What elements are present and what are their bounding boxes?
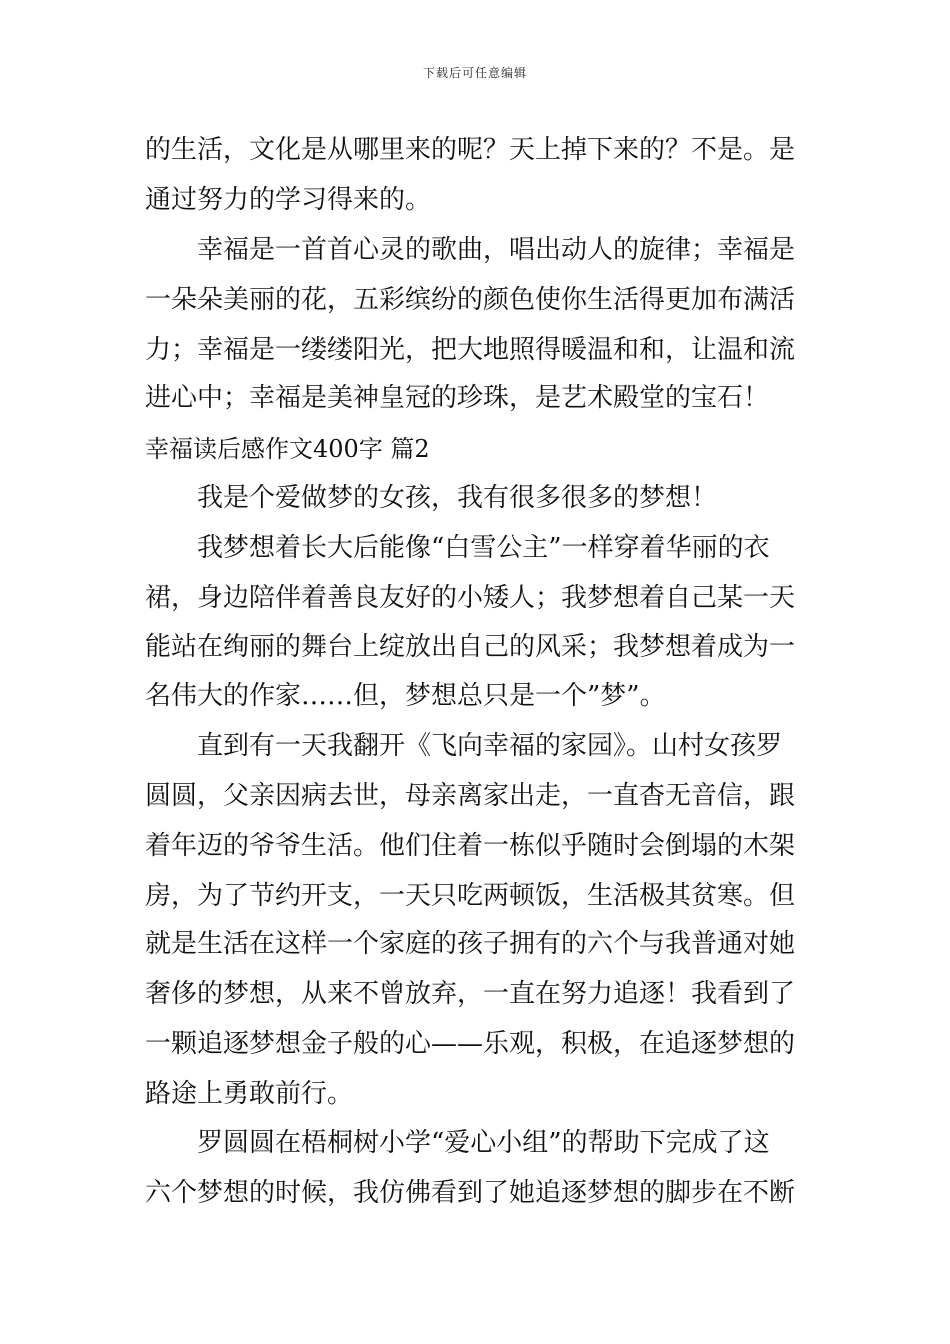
text-line: 路途上勇敢前行。: [145, 1079, 354, 1109]
text-line: 名伟大的作家……但，梦想总只是一个”梦”。: [145, 681, 666, 711]
text-line: 一颗追逐梦想金子般的心——乐观，积极，在追逐梦想的: [145, 1029, 796, 1059]
paragraph-first-line: 我梦想着长大后能像“白雪公主”一样穿着华丽的衣: [197, 533, 770, 563]
text-line: 裙，身边陪伴着善良友好的小矮人；我梦想着自己某一天: [145, 583, 796, 613]
text-line: 奢侈的梦想，从来不曾放弃，一直在努力追逐！我看到了: [145, 979, 796, 1009]
text-line: 六个梦想的时候，我仿佛看到了她追逐梦想的脚步在不断: [145, 1178, 796, 1208]
paragraph-first-line: 直到有一天我翻开《飞向幸福的家园》。山村女孩罗: [197, 731, 783, 761]
text-line: 进心中；幸福是美神皇冠的珍珠，是艺术殿堂的宝石！: [145, 383, 770, 413]
paragraph-first-line: 罗圆圆在梧桐树小学“爱心小组”的帮助下完成了这: [197, 1128, 770, 1158]
section-heading: 幸福读后感作文400字 篇2: [145, 435, 430, 463]
page-header: 下载后可任意编辑: [422, 66, 527, 80]
text-line: 房，为了节约开支，一天只吃两顿饭，生活极其贫寒。但: [145, 881, 796, 911]
paragraph-first-line: 幸福是一首首心灵的歌曲，唱出动人的旋律；幸福是: [197, 235, 796, 265]
text-line: 就是生活在这样一个家庭的孩子拥有的六个与我普通对她: [145, 929, 796, 959]
text-line: 着年迈的爷爷生活。他们住着一栋似乎随时会倒塌的木架: [145, 831, 796, 861]
text-line: 的生活，文化是从哪里来的呢？天上掉下来的？不是。是: [145, 135, 796, 165]
text-line: 通过努力的学习得来的。: [145, 185, 432, 215]
text-line: 一朵朵美丽的花，五彩缤纷的颜色使你生活得更加布满活: [145, 285, 796, 315]
text-line: 圆圆，父亲因病去世，母亲离家出走，一直杳无音信，跟: [145, 781, 796, 811]
text-line: 力；幸福是一缕缕阳光，把大地照得暖温和和，让温和流: [145, 335, 796, 365]
text-line: 能站在绚丽的舞台上绽放出自己的风采；我梦想着成为一: [145, 632, 796, 662]
paragraph-first-line: 我是个爱做梦的女孩，我有很多很多的梦想！: [197, 483, 718, 513]
